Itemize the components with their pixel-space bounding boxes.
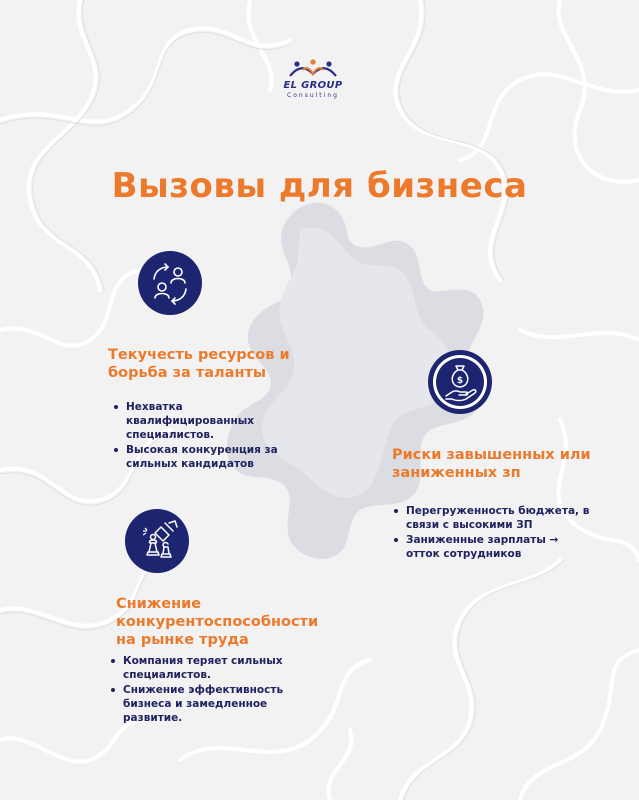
brand-subtitle: Consulting <box>287 92 339 99</box>
svg-text:$: $ <box>456 376 464 386</box>
logo-figures-icon <box>270 58 356 82</box>
money-bag-hand-icon <box>428 350 492 414</box>
page-title: Вызовы для бизнеса <box>111 166 528 206</box>
section-2-heading: Риски завышенных или заниженных зп <box>392 447 591 481</box>
section-1-heading: Текучесть ресурсов и борьба за таланты <box>108 347 290 381</box>
list-item: Компания теряет сильных специалистов. <box>110 654 330 682</box>
list-item: Снижение эффективность бизнеса и замедленное развитие. <box>110 683 330 725</box>
list-item: Высокая конкуренция за сильных кандидатов <box>113 443 313 471</box>
list-item: Нехватка квалифицированных специалистов. <box>113 400 313 442</box>
section-3-list <box>110 654 330 726</box>
people-exchange-icon <box>138 251 202 315</box>
section-2-list <box>393 504 593 562</box>
brand-logo <box>270 58 370 103</box>
section-1-list <box>113 400 313 472</box>
list-item: Перегруженность бюджета, в связи с высокими ЗП <box>393 504 593 532</box>
section-3-heading: Снижение конкурентоспособности на рынке труда <box>116 596 319 648</box>
brand-name: EL GROUP <box>283 80 343 91</box>
chess-knock-icon <box>125 509 189 573</box>
list-item: Заниженные зарплаты → отток сотрудников <box>393 533 593 561</box>
